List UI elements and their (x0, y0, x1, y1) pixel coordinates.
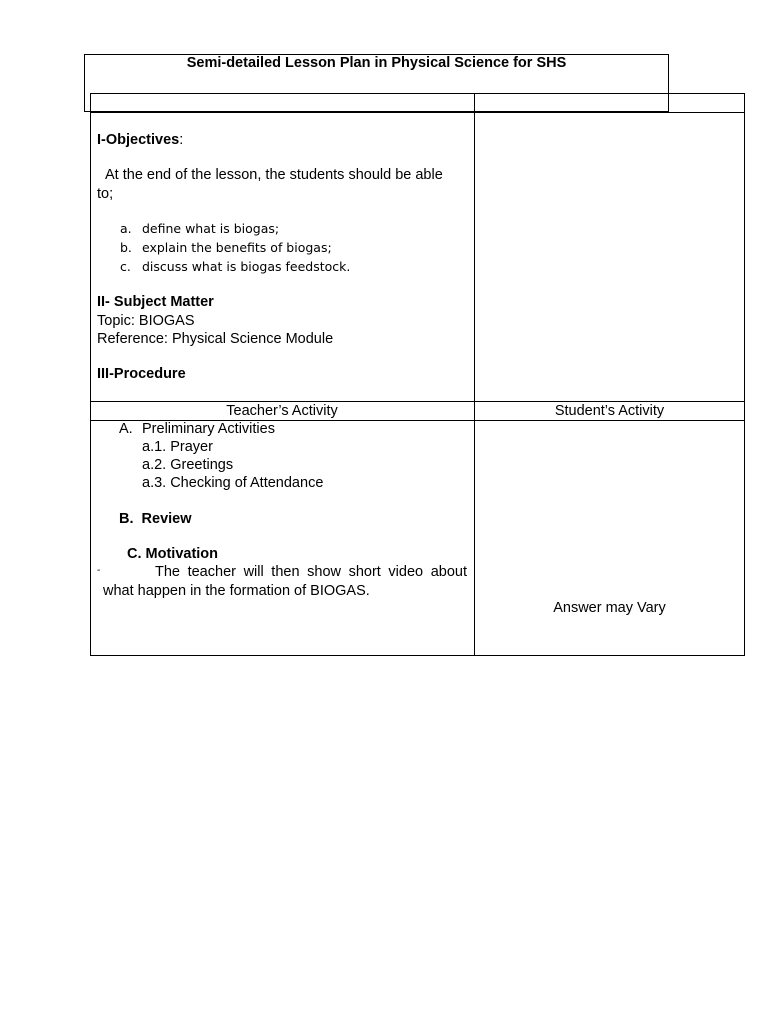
table-column-divider (474, 93, 475, 656)
objective-marker: c. (120, 259, 131, 274)
objective-item-c (120, 259, 351, 274)
objective-text: define what is biogas; (142, 221, 280, 236)
motivation-dash: - (97, 565, 101, 576)
preliminary-item-prayer: a.1. Prayer (142, 439, 213, 455)
review-heading: B. Review (119, 511, 192, 527)
preliminary-activities-label: Preliminary Activities (142, 421, 275, 437)
motivation-text-line1: The teacher will then show short video about (155, 564, 467, 580)
table-top-row-divider (90, 112, 745, 113)
page-title: Semi-detailed Lesson Plan in Physical Science for SHS (186, 55, 567, 71)
preliminary-item-greetings: a.2. Greetings (142, 457, 234, 473)
objective-text: discuss what is biogas feedstock. (142, 259, 351, 274)
objectives-heading (97, 132, 183, 148)
subject-reference: Reference: Physical Science Module (97, 331, 334, 347)
objective-marker: b. (120, 240, 132, 255)
motivation-text-line2: what happen in the formation of BIOGAS. (103, 583, 370, 599)
preliminary-item-attendance: a.3. Checking of Attendance (142, 475, 324, 491)
objectives-heading-text: I-Objectives (97, 132, 180, 148)
objectives-intro-line2: to; (97, 186, 114, 202)
teacher-activity-header: Teacher’s Activity (226, 403, 338, 419)
student-answer: Answer may Vary (553, 600, 666, 616)
objective-text: explain the benefits of biogas; (142, 240, 332, 255)
objective-item-a (120, 221, 280, 236)
objectives-intro-line1: At the end of the lesson, the students should be able (105, 167, 443, 183)
objectives-heading-colon: : (179, 132, 184, 148)
motivation-heading: C. Motivation (127, 546, 219, 562)
objective-item-b (120, 240, 332, 255)
objective-marker: a. (120, 221, 132, 236)
subject-matter-heading: II- Subject Matter (97, 294, 214, 310)
student-activity-header: Student’s Activity (554, 403, 665, 419)
table-header-top-divider (90, 401, 745, 402)
procedure-heading: III-Procedure (97, 366, 186, 382)
preliminary-activities-marker: A. (119, 421, 133, 437)
subject-topic: Topic: BIOGAS (97, 313, 195, 329)
